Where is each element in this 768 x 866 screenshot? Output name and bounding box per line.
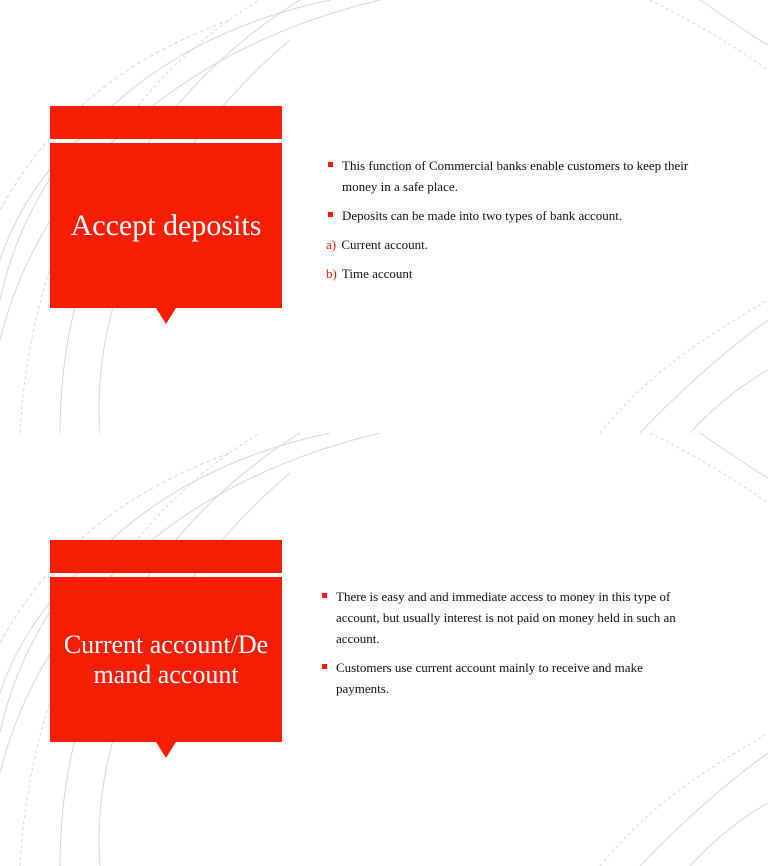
list-item: This function of Commercial banks enable customers to keep their money in a safe place. — [326, 155, 706, 197]
title-card — [50, 577, 282, 742]
slide-title: Accept deposits — [70, 208, 262, 242]
slide-2 — [0, 433, 768, 866]
title-card — [50, 143, 282, 308]
slide-title: Current account/Demand account — [63, 629, 269, 689]
list-item: There is easy and and immediate access to money in this type of account, but usually interest is not paid on money held in such an account. — [320, 586, 695, 649]
bullet-marker — [322, 593, 327, 598]
enum-label: b) — [326, 266, 337, 281]
title-accent-bar — [50, 540, 282, 573]
list-item: Customers use current account mainly to receive and make payments. — [320, 657, 695, 699]
bullet-marker — [322, 664, 327, 669]
list-item: Deposits can be made into two types of bank account. — [326, 205, 706, 226]
enumerated-item: a) Current account. — [326, 237, 428, 252]
title-accent-bar — [50, 106, 282, 139]
enumerated-item: b) Time account — [326, 266, 413, 281]
bullet-marker — [328, 162, 333, 167]
slide-content — [320, 586, 695, 707]
title-card-pointer — [156, 742, 176, 758]
title-card-pointer — [156, 308, 176, 324]
slide-content — [326, 155, 706, 292]
enum-label: a) — [326, 237, 337, 252]
bullet-marker — [328, 212, 333, 217]
